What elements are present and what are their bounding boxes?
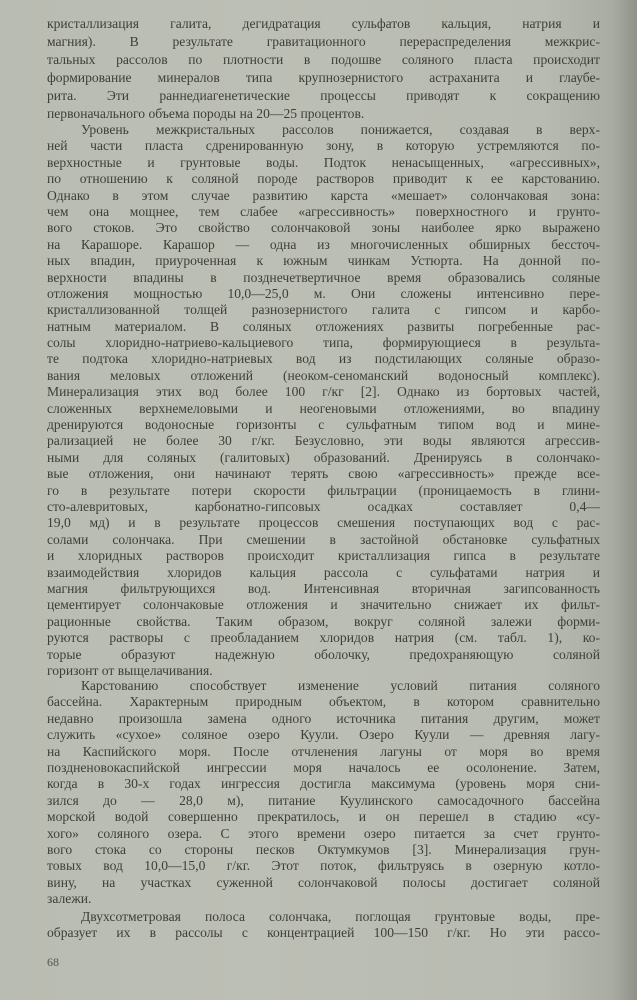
- text-line: верхностные и грунтовые воды. Подток ненасыщенных, «агрессивных»,: [47, 154, 600, 170]
- text-line: отложения мощностью 10,0—25,0 м. Они сложены интенсивно пере-: [47, 285, 600, 301]
- text-line: кристаллизованной толщей разнозернистого галита с гипсом и карбо-: [47, 302, 600, 318]
- text-line: вого стоков. Это свойство солончаковой зоны наиболее ярко выражено: [47, 220, 600, 236]
- text-line: служить «сухое» соляное озеро Куули. Озеро Куули — древняя лагу-: [47, 727, 600, 743]
- text-line: Двухсотметровая полоса солончака, поглощая грунтовые воды, пре-: [81, 909, 600, 924]
- text-line: Однако в этом случае развитию карста «мешает» солончаковая зона:: [47, 187, 600, 203]
- text-line: цементирует солончаковые отложения и значительно снижает их фильт-: [47, 597, 600, 613]
- text-line: когда в 30-х годах ингрессия достигла максимума (уровень моря сни-: [47, 776, 600, 792]
- text-line: залежи.: [47, 891, 92, 907]
- text-line: недавно произошла замена одного источника питания другим, может: [47, 710, 600, 726]
- text-line: солы хлоридно-натриево-кальциевого типа, формирующиеся в результа-: [47, 335, 600, 351]
- text-line: магния фильтрующихся вод. Интенсивная вторичная загипсованность: [47, 580, 600, 596]
- text-line: ными для соляных (галитовых) образований. Дренируясь в солончако-: [47, 449, 600, 465]
- text-line: натным материалом. В соляных отложениях развиты погребенные рас-: [47, 318, 600, 334]
- paragraph-1: [47, 15, 600, 123]
- text-line: Уровень межкристальных рассолов понижается, создавая в верх-: [81, 122, 600, 137]
- text-line: сложенных верхнемеловыми и неогеновыми отложениями, во впадину: [47, 400, 600, 416]
- text-line: бассейна. Характерным природным объектом, в котором сравнительно: [47, 694, 600, 710]
- text-line: вые отложения, они начинают терять свою «агрессивность» прежде все-: [47, 466, 600, 482]
- text-line: Минерализация этих вод более 100 г/кг [2]. Однако из бортовых частей,: [47, 384, 600, 400]
- text-line: хого» соляного озера. С этого времени озеро питается за счет грунто-: [47, 825, 600, 841]
- text-line: верхности впадины в позднечетвертичное время образовались соляные: [47, 269, 600, 285]
- text-line: те подтока хлоридно-натриевых вод из подстилающих соляные образо-: [47, 351, 600, 367]
- text-line: торые образуют надежную оболочку, предохраняющую соляной: [47, 646, 600, 662]
- text-line: тальных рассолов по плотности в подошве соляного пласта происходит: [47, 52, 600, 67]
- text-line: товых вод 10,0—15,0 г/кг. Этот поток, фильтруясь в озерную котло-: [47, 858, 600, 874]
- text-line: рита. Эти раннедиагенетические процессы приводят к сокращению: [47, 88, 600, 103]
- text-line: горизонт от выщелачивания.: [47, 662, 213, 678]
- text-line: кристаллизация галита, дегидратация сульфатов кальция, натрия и: [47, 16, 600, 31]
- text-line: руются растворы с преобладанием хлоридов натрия (см. табл. 1), ко-: [47, 630, 600, 646]
- text-line: первоначального объема породы на 20—25 процентов.: [47, 106, 365, 121]
- paragraph-4: [47, 909, 600, 942]
- text-line: 19,0 мд) и в результате процессов смешения поступающих вод с рас-: [47, 515, 600, 531]
- text-line: по отношению к соляной породе растворов приводит к ее карстованию.: [47, 171, 600, 187]
- text-line: взаимодействия хлоридов кальция рассола с сульфатами натрия и: [47, 564, 600, 580]
- text-line: вого стока со стороны песков Октумкумов [3]. Минерализация грун-: [47, 841, 600, 857]
- text-line: Карстованию способствует изменение условий питания соляного: [81, 678, 600, 693]
- paragraph-3: [47, 678, 600, 907]
- text-line: ных впадин, приуроченная к южным чинкам Устюрта. На донной по-: [47, 253, 600, 269]
- text-line: дренируются водоносные горизонты с сульфатным типом вод и мине-: [47, 417, 600, 433]
- text-line: ней части пласта сдренированную зону, в которую устремляются по-: [47, 138, 600, 154]
- text-line: поздненовокаспийской ингрессии моря началось ее осолонение. Затем,: [47, 759, 600, 775]
- text-line: магния). В результате гравитационного перераспределения межкрис-: [47, 34, 600, 49]
- text-line: на Карашоре. Карашор — одна из многочисленных обширных бессточ-: [47, 236, 600, 252]
- text-line: вания меловых отложений (неоком-сеноманский водоносный комплекс).: [47, 367, 600, 383]
- text-line: рализацией не более 30 г/кг. Безусловно, эти воды являются агрессив-: [47, 433, 600, 449]
- text-line: рационные свойства. Таким образом, вокруг соляной залежи форми-: [47, 613, 600, 629]
- text-line: зился до — 28,0 м), питание Куулинского самосадочного бассейна: [47, 792, 600, 808]
- paragraph-2: [47, 122, 600, 679]
- text-line: чем она мощнее, тем слабее «агрессивность» поверхностного и грунто-: [47, 203, 600, 219]
- text-line: образует их в рассолы с концентрацией 100—150 г/кг. Но эти рассо-: [47, 925, 600, 941]
- page-number: 68: [47, 955, 59, 969]
- text-line: го в результате потери скорости фильтрации (проницаемость в глини-: [47, 482, 600, 498]
- text-line: и хлоридных растворов происходит кристаллизация гипса в результате: [47, 548, 600, 564]
- text-line: сто-алевритовых, карбонатно-гипсовых осадках составляет 0,4—: [47, 498, 600, 514]
- text-line: на Каспийского моря. После отчленения лагуны от моря во время: [47, 743, 600, 759]
- text-line: формирование минералов типа крупнозернистого астраханита и глаубе-: [47, 70, 600, 85]
- text-line: солами солончака. При смешении в застойной обстановке сульфатных: [47, 531, 600, 547]
- text-line: морской водой совершенно прекратилось, и он перешел в стадию «су-: [47, 809, 600, 825]
- text-line: вину, на участках суженной солончаковой полосы достигает соляной: [47, 874, 600, 890]
